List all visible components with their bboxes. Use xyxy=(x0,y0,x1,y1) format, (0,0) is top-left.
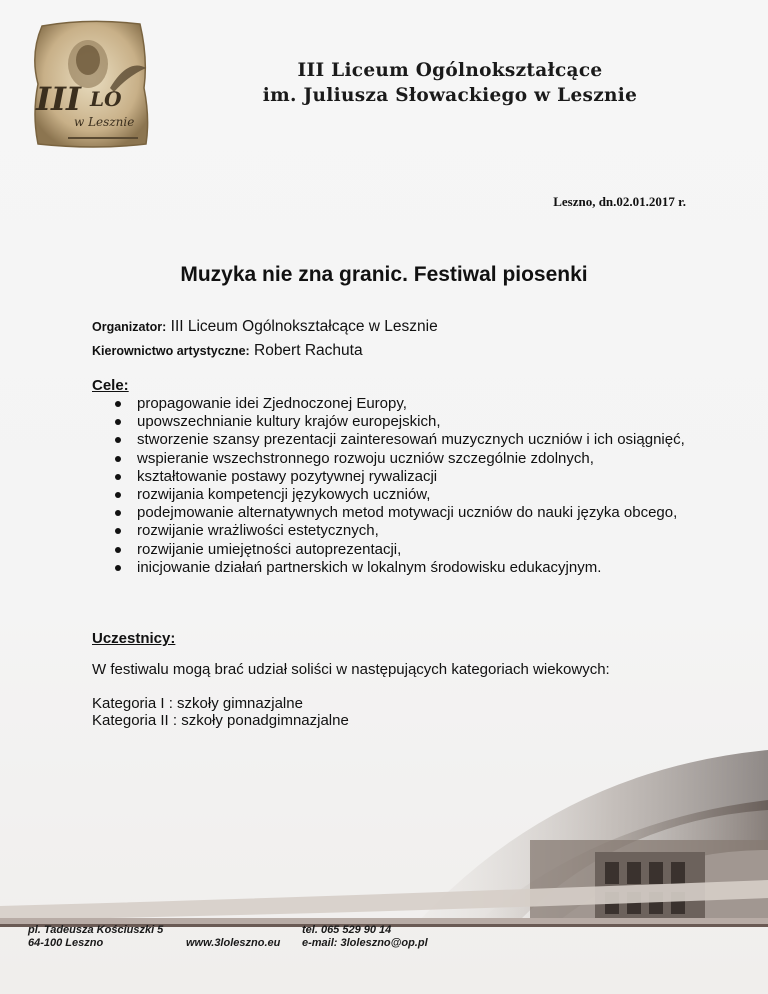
goals-heading: Cele: xyxy=(92,377,129,394)
document-date: Leszno, dn.02.01.2017 r. xyxy=(553,194,686,209)
footer-contact xyxy=(302,924,428,950)
goal-item: stworzenie szansy prezentacji zainteresowań muzycznych uczniów i ich osiągnięć, xyxy=(92,431,686,449)
director-value: Robert Rachuta xyxy=(254,342,363,359)
school-name-line2: im. Juliusza Słowackiego w Lesznie xyxy=(262,85,638,106)
goal-item: rozwijanie umiejętności autoprezentacji, xyxy=(92,541,686,559)
goal-item: podejmowanie alternatywnych metod motywacji uczniów do nauki języka obcego, xyxy=(92,504,686,522)
school-name xyxy=(200,58,700,108)
director-row: Kierownictwo artystyczne: Robert Rachuta xyxy=(92,342,363,359)
footer-address-line1: pl. Tadeusza Kościuszki 5 xyxy=(28,924,164,936)
director-label: Kierownictwo artystyczne xyxy=(92,344,246,358)
footer-website[interactable]: www.3loleszno.eu xyxy=(186,937,281,949)
goal-item: kształtowanie postawy pozytywnej rywalizacji xyxy=(92,468,686,486)
goal-item: rozwijania kompetencji językowych uczniów, xyxy=(92,486,686,504)
document-title: Muzyka nie zna granic. Festiwal piosenki xyxy=(180,263,588,286)
organizer-label: Organizator xyxy=(92,320,163,334)
category-item: Kategoria II : szkoły ponadgimnazjalne xyxy=(92,712,349,729)
goals-list xyxy=(92,395,686,577)
goal-item: rozwijanie wrażliwości estetycznych, xyxy=(92,522,686,540)
footer-swoosh-decoration xyxy=(0,730,768,994)
svg-text:w Lesznie: w Lesznie xyxy=(74,115,135,129)
footer-address-line2: 64-100 Leszno xyxy=(28,937,104,949)
school-name-line1: III Liceum Ogólnokształcące xyxy=(297,60,603,81)
goal-item: wspieranie wszechstronnego rozwoju uczniów szczególnie zdolnych, xyxy=(92,450,686,468)
goal-item: upowszechnianie kultury krajów europejskich, xyxy=(92,413,686,431)
footer-address xyxy=(28,924,163,950)
participants-text: W festiwalu mogą brać udział soliści w następujących kategoriach wiekowych: xyxy=(92,661,610,678)
organizer-value: III Liceum Ogólnokształcące w Lesznie xyxy=(170,318,438,335)
svg-text:LO: LO xyxy=(90,87,122,111)
category-item: Kategoria I : szkoły gimnazjalne xyxy=(92,695,303,712)
goal-item: inicjowanie działań partnerskich w lokalnym środowisku edukacyjnym. xyxy=(92,559,686,577)
participants-heading: Uczestnicy: xyxy=(92,630,176,647)
svg-text:III: III xyxy=(36,80,81,118)
goal-item: propagowanie idei Zjednoczonej Europy, xyxy=(92,395,686,413)
organizer-row: Organizator: III Liceum Ogólnokształcące w Lesznie xyxy=(92,318,438,335)
footer-email[interactable]: e-mail: 3loleszno@op.pl xyxy=(302,937,428,949)
footer-phone: tel. 065 529 90 14 xyxy=(302,924,392,936)
school-logo xyxy=(28,18,156,150)
